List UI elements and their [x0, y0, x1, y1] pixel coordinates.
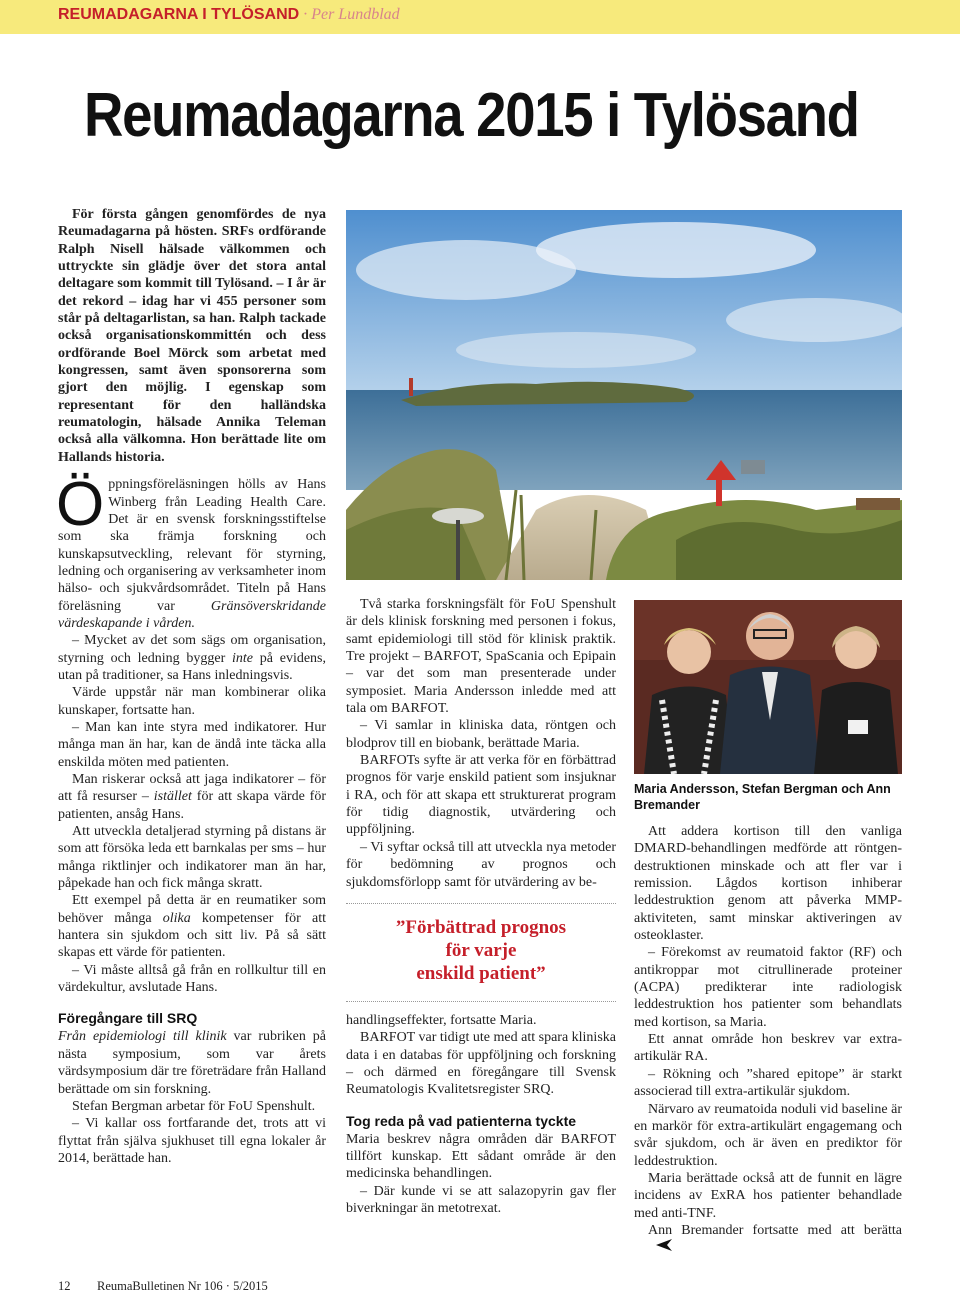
paragraph-text: Ett exempel på detta är en reumatiker som behöver många: [58, 893, 326, 926]
paragraph: Att addera kortison till den vanliga DMARD-behandlingen medförde att röntgen-destruktionen minskade och att fler var i remission. Lågdos kortison inhiberar leddestruktion genom att påverka MMP-aktiviteten, samt minskar aktiveringen av osteoklaster.: [634, 824, 902, 944]
paragraph: Stefan Bergman arbetar för FoU Spenshult.: [72, 1098, 316, 1114]
paragraph: [58, 1028, 326, 1097]
publication-name: ReumaBulletinen Nr 106 · 5/2015: [97, 1279, 268, 1293]
arrow-right-icon: [642, 1239, 672, 1256]
paragraph: Värde uppstår när man kombinerar olika kunskaper, fortsatte han.: [58, 685, 326, 718]
paragraph: Maria berättade också att de funnit en lägre incidens av ExRA hos patienter behandlade med anti-TNF.: [634, 1170, 902, 1221]
lead-paragraph: För första gången genomfördes de nya Reumadagarna på hösten. SRFs ordförande Ralph Nisell hälsade välkommen och uttryckte sin glädje över det stora antal deltagare som kommit till Tylösand. – I år är det rekord – idag har vi 455 personer som står på deltagarlistan, sa han. Ralph tackade också organisationskommittén och dess ordförande Boel Mörck som arbetat med kongressen, samt även sponsorerna som gjort den möjlig. I egenskap som representant för den halländska reumatologin, hälsade Annika Teleman också alla välkomna. Hon berättade lite om Hallands historia.: [58, 207, 326, 465]
photo-caption: Maria Andersson, Stefan Bergman och Ann Bremander: [634, 782, 891, 812]
paragraph-text: ppningsföreläsningen hölls av Hans Winberg från Leading Health Care. Det är en svensk forskningsstiftelse som ska främja forskning och kunskapsutveckling, relevant för styrning, ledning och organisering av verksamheter inom hälso- och sjukvårdsområdet. Titeln på Hans föreläsning var: [58, 477, 326, 614]
paragraph: Närvaro av reumatoida noduli vid baseline är en markör för extra-artikulärt engagemang och svår sjukdom, och är även en prediktor för leddestruktion.: [634, 1101, 902, 1169]
paragraph-emphasis: istället: [153, 789, 192, 805]
paragraph: [58, 771, 326, 823]
paragraph: BARFOTs syfte är att verka för en förbättrad prognos för varje enskild patient som insjuknar i RA, och för att skapa ett strukturerat program för tidig diagnostik, utvärdering och uppföljning.: [346, 753, 616, 838]
paragraph: Maria beskrev några områden där BARFOT tillfört kunskap. Ett sådant område är den medicinska behandlingen.: [346, 1131, 616, 1182]
pull-quote-line: ”Förbättrad prognos: [395, 916, 567, 938]
pull-quote-line: för varje: [445, 939, 517, 961]
paragraph-text: för att skapa värde för patienten, ansåg Hans.: [58, 789, 327, 822]
paragraph-text: Ann Bremander fortsatte med att berätta: [648, 1222, 902, 1238]
paragraph: – Förekomst av reumatoid faktor (RF) och antikroppar mot citrullinerade proteiner (ACPA) predikterar inte radiologisk leddestruktion hos patienter som behandlats med kortison, sa Maria.: [634, 945, 902, 1030]
paragraph: Att utveckla detaljerad styrning på distans är som att försöka leda ett barnkalas per sms – hur många riktlinjer och indikatorer man än har, påpekade han och fick många skratt.: [58, 824, 326, 892]
section-name: REUMADAGARNA I TYLÖSAND: [58, 6, 300, 23]
column-3: [634, 781, 902, 1257]
paragraph: – Där kunde vi se att salazopyrin gav fler biverkningar än metotrexat.: [346, 1183, 616, 1216]
drop-cap: Ö: [56, 470, 105, 540]
pull-quote: [346, 903, 616, 1002]
paragraph-text: Man riskerar också att jaga indikatorer – för att få resurser –: [58, 772, 326, 805]
column-2: [346, 596, 616, 1217]
column-1: [58, 206, 326, 1167]
paragraph: [56, 470, 326, 632]
beach-photo: [346, 210, 902, 580]
paragraph-text: var rubriken på nästa symposium, som var årets värdsymposium där tre företrädare från Halland berättade om sin forskning.: [58, 1029, 326, 1097]
paragraph: handlingseffekter, fortsatte Maria.: [346, 1012, 537, 1028]
article-title: Reumadagarna 2015 i Tylösand: [84, 81, 859, 150]
subheading: Föregångare till SRQ: [58, 1010, 198, 1027]
paragraph: – Vi samlar in kliniska data, röntgen och blodprov till en biobank, berättade Maria.: [346, 718, 616, 751]
subheading: Tog reda på vad patienterna tyckte: [346, 1112, 577, 1129]
symposium-title: Från epidemiologi till klinik: [58, 1029, 227, 1045]
paragraph-emphasis: olika: [162, 910, 191, 926]
paragraph: Ett annat område hon beskrev var extra-artikulär RA.: [634, 1032, 902, 1065]
paragraph: [634, 1222, 902, 1257]
paragraph: – Man kan inte styra med indikatorer. Hur många man än har, kan de ändå inte täcka alla enskilda möten med patienten.: [58, 719, 326, 770]
pull-quote-line: enskild patient”: [416, 962, 546, 984]
paragraph: [58, 632, 326, 684]
author-name: · Per Lundblad: [299, 6, 400, 23]
people-photo: [634, 600, 902, 774]
paragraph: – Vi syftar också till att utveckla nya metoder för bedömning av prognos och sjukdomsförlopp samt för utvärdering av be-: [346, 839, 616, 890]
section-label: [58, 6, 400, 24]
paragraph: – Vi måste alltså gå från en rollkultur till en värdekultur, avslutade Hans.: [58, 962, 326, 996]
paragraph: Två starka forskningsfält för FoU Spenshult är dels klinisk forskning med personen i fokus, samt epidemiologi till stöd för klinisk praktik. Tre projekt – BARFOT, SpaScania och Epipain – var det som man presenterade under symposiet. Maria Andersson inledde med att tala om BARFOT.: [346, 597, 616, 717]
paragraph: – Vi kallar oss fortfarande det, trots att vi flyttat från själva sjukhuset till egna lokaler år 2014, berättade han.: [58, 1116, 326, 1166]
paragraph: – Rökning och ”shared epitope” är starkt associerad till extra-artikulär sjukdom.: [634, 1066, 902, 1100]
page-number: 12: [58, 1279, 71, 1293]
paragraph-emphasis: inte: [232, 650, 253, 666]
paragraph-text: på evidens, utan på traditioner, sa Hans inledningsvis.: [58, 650, 326, 683]
header-bar: [0, 0, 960, 34]
paragraph-text: – Mycket av det som sägs om organisation, styrning och ledning bygger: [58, 633, 326, 666]
lecture-title: Gränsöverskridande värdeskapande i vården.: [58, 598, 326, 631]
paragraph: BARFOT var tidigt ute med att spara kliniska data i en databas för uppföljning och forskning – och därmed en föregångare till Svensk Reumatologis Kvalitetsregister SRQ.: [346, 1030, 616, 1098]
paragraph-text: kompetenser för att hantera sin sjukdom och sitt liv. På så sätt skapas ett värde för patienten.: [58, 910, 326, 961]
paragraph: [58, 892, 326, 961]
